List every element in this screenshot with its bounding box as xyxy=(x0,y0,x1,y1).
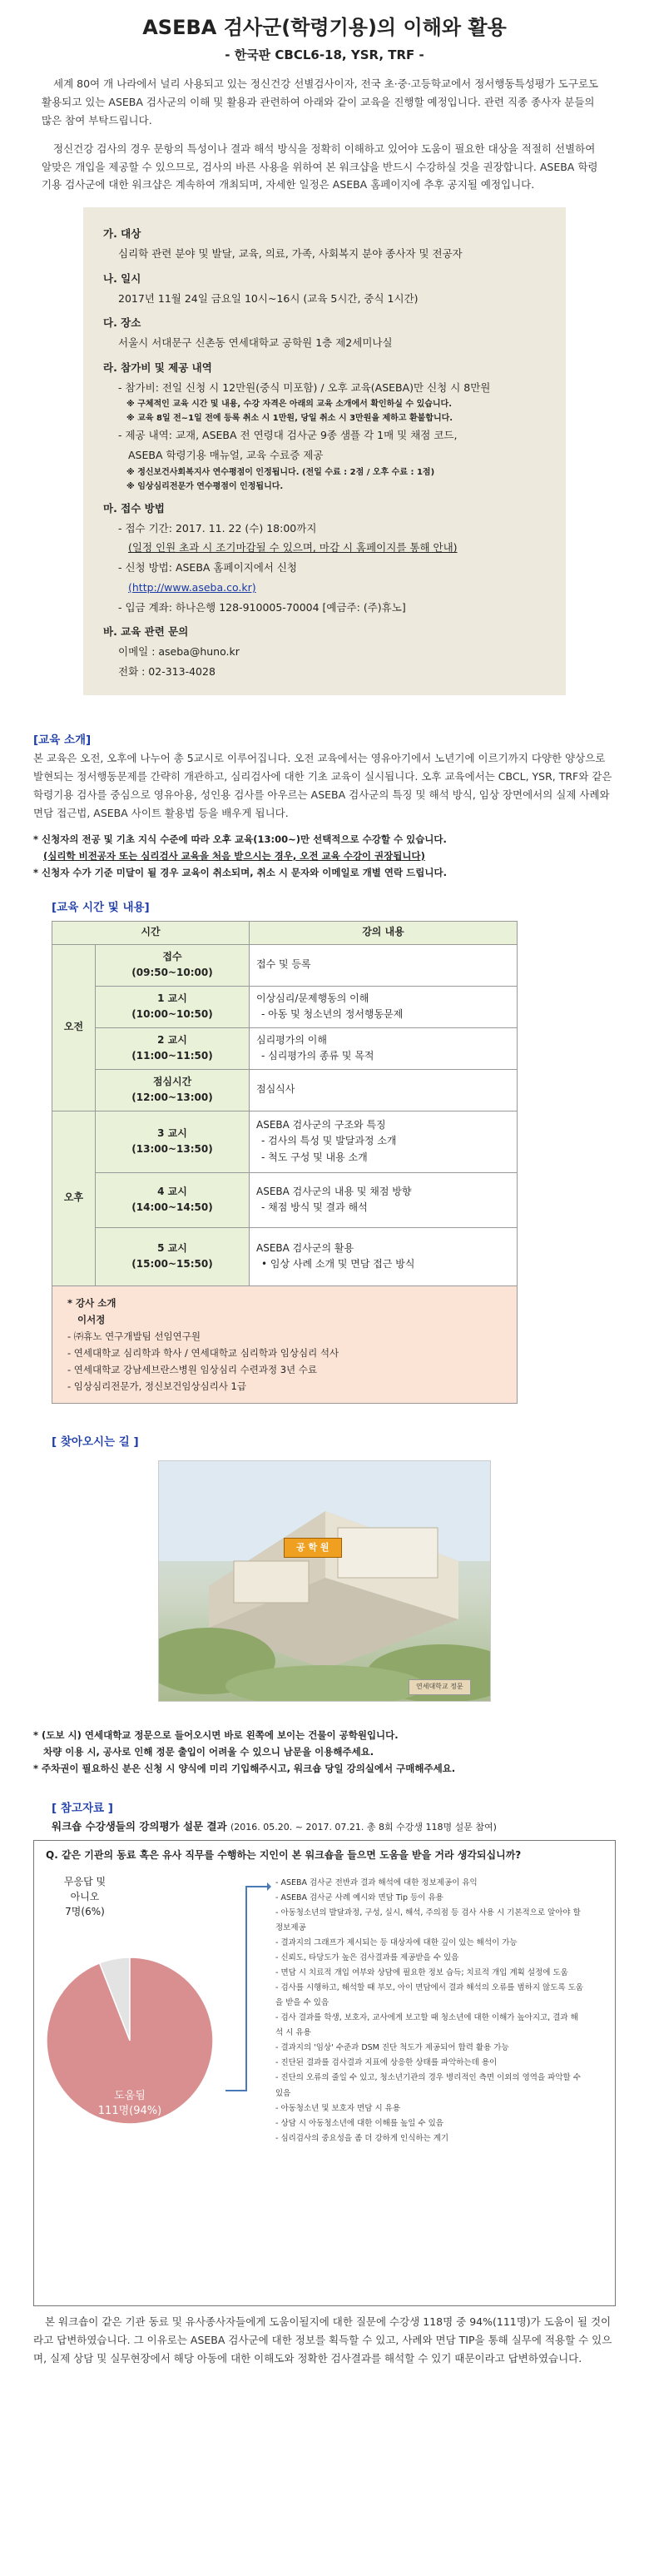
list-item: - 검사를 시행하고, 해석할 때 부모, 아이 면담에서 결과 해석의 오류를 범하지 않도록 도움을 받을 수 있음 xyxy=(275,1983,583,2008)
contact-heading: 바. 교육 관련 문의 xyxy=(103,625,189,639)
content-cell: ASEBA 검사군의 구조와 특징 - 검사의 특성 및 발달과정 소개 - 척도 구성 및 내용 소개 xyxy=(250,1111,518,1172)
session-cell: 점심시간 (12:00~13:00) xyxy=(96,1069,250,1111)
page-title: ASEBA 검사군(학령기용)의 이해와 활용 xyxy=(142,16,507,39)
list-item: - 임상심리전문가, 정신보건임상심리사 1급 xyxy=(67,1380,246,1393)
provision-text-1: - 제공 내역: 교재, ASEBA 전 연령대 검사군 9종 샘플 각 1매 및 채점 코드, xyxy=(118,429,458,442)
schedule-table xyxy=(52,921,518,1286)
directions-note-1: * (도보 시) 연세대학교 정문으로 들어오시면 바로 왼쪽에 보이는 건물이 공학원입니다. xyxy=(33,1728,399,1741)
part-morning: 오전 xyxy=(52,944,96,1111)
contact-email[interactable]: 이메일 : aseba@huno.kr xyxy=(118,645,240,658)
pie-chart xyxy=(42,1916,225,2166)
content-cell: 접수 및 등록 xyxy=(250,944,518,986)
pie-label-yes: 도움됨 xyxy=(114,2089,146,2102)
course-note-1: * 신청자의 전공 및 기초 지식 수준에 따라 오후 교육(13:00~)만 선택적으로 수강할 수 있습니다. xyxy=(33,833,447,845)
table-row xyxy=(52,1172,518,1227)
table-row xyxy=(52,1111,518,1172)
apply-period-note: (일정 인원 초과 시 조기마감될 수 있으며, 마감 시 홈페이지를 통해 안내) xyxy=(128,541,458,554)
schedule-header-time: 시간 xyxy=(52,921,250,944)
pie-label-no: 무응답 및 아니오 7명(6%) xyxy=(63,1875,107,1917)
place-heading: 다. 장소 xyxy=(103,316,141,330)
fee-heading: 라. 참가비 및 제공 내역 xyxy=(103,361,212,374)
building-sign: 공 학 원 xyxy=(284,1538,342,1558)
part-afternoon: 오후 xyxy=(52,1111,96,1286)
list-item: - ASEBA 검사군 전반과 결과 해석에 대한 정보제공이 유익 xyxy=(275,1877,478,1887)
list-item: - 결과지의 '임상' 수준과 DSM 진단 척도가 제공되어 합력 활용 가능 xyxy=(275,2043,509,2053)
table-row xyxy=(52,1027,518,1069)
intro xyxy=(33,70,616,199)
schedule-title: [교육 시간 및 내용] xyxy=(52,900,150,914)
list-item: - 신뢰도, 타당도가 높은 검사결과를 제공받을 수 있음 xyxy=(275,1953,459,1963)
table-row xyxy=(52,944,518,986)
session-cell: 3 교시 (13:00~13:50) xyxy=(96,1111,250,1172)
intro-paragraph-1: 세계 80여 개 나라에서 널리 사용되고 있는 정신건강 선별검사이자, 전국 초·중·고등학교에서 정서행동특성평가 도구로도 활용되고 있는 ASEBA 검사군의 이해 및 활용과 관련하여 아래와 같이 교육을 진행할 예정입니다. 관련 직종 종사자 분들의 많은 참여 부탁드립니다. xyxy=(42,77,599,127)
survey-title: 워크숍 수강생들의 강의평가 설문 결과 xyxy=(52,1819,227,1833)
list-item: - 아동청소년의 발달과정, 구성, 실시, 해석, 주의점 등 검사 사용 시 기본적으로 알아야 할정보제공 xyxy=(275,1907,581,1933)
content-cell: 점심식사 xyxy=(250,1069,518,1111)
content-cell: 심리평가의 이해 - 심리평가의 종류 및 목적 xyxy=(250,1027,518,1069)
content-cell: ASEBA 검사군의 활용 • 임상 사례 소개 및 면담 접근 방식 xyxy=(250,1227,518,1286)
provision-note-2: ※ 임상심리전문가 연수평점이 인정됩니다. xyxy=(126,481,284,491)
fee-note-2: ※ 교육 8일 전~1일 전에 등록 취소 시 1만원, 당일 취소 시 3만원을 제하고 환불합니다. xyxy=(126,414,453,424)
table-row xyxy=(52,986,518,1027)
list-item: - 진단의 오류의 줄일 수 있고, 청소년기관의 경우 병리적인 측면 이외의 영역을 파악할 수 있음 xyxy=(275,2073,581,2098)
list-item: - 연세대학교 강남세브란스병원 임상심리 수련과정 3년 수료 xyxy=(67,1364,318,1376)
list-item: - 면담 시 치료적 개입 여부와 상담에 필요한 정보 습득; 치료적 개입 계획 설정에 도움 xyxy=(275,1968,568,1978)
directions-note-1b: 차량 이용 시, 공사로 인해 정문 출입이 어려울 수 있으니 남문을 이용해주세요. xyxy=(43,1746,374,1758)
campus-map-image xyxy=(158,1460,491,1702)
survey-summary: 본 워크숍이 같은 기관 동료 및 유사종사자들에게 도움이될지에 대한 질문에 수강생 118명 중 94%(111명)가 도움이 될 것이라고 답변하였습니다. 그 이유로는 ASEBA 검사군에 대한 정보를 획득할 수 있고, 사례와 면담 TIP을 통해 실무에 적용할 수 있으며, 실제 상담 및 실무현장에서 해당 아동에 대한 이해도와 정확한 검사결과를 해석할 수 있기 때문이라고 답변하였습니다. xyxy=(33,2315,612,2365)
list-item: - 검사 결과를 학생, 보호자, 교사에게 보고할 때 청소년에 대한 이해가 높아지고, 결과 해석 시 유용 xyxy=(275,2013,578,2038)
references-title: [ 참고자료 ] xyxy=(52,1802,113,1816)
lecturer-box xyxy=(52,1286,518,1405)
content-cell: ASEBA 검사군의 내용 및 채점 방향 - 채점 방식 및 결과 해석 xyxy=(250,1172,518,1227)
course-title: [교육 소개] xyxy=(33,733,92,747)
provision-note-1: ※ 정신보건사회복지사 연수평점이 인정됩니다. (전일 수료 : 2점 / 오후 수료 : 1점) xyxy=(126,467,435,477)
session-cell: 4 교시 (14:00~14:50) xyxy=(96,1172,250,1227)
survey-panel xyxy=(33,1840,616,2306)
list-item: - 진단된 결과를 검사결과 지표에 상응한 상태를 파악하는데 용이 xyxy=(275,2058,498,2068)
course-note-2: * 신청자 수가 기준 미달이 될 경우 교육이 취소되며, 취소 시 문자와 이메일로 개별 연락 드립니다. xyxy=(33,866,447,878)
pie-value-yes: 111명(94%) xyxy=(97,2104,162,2117)
list-item: - ASEBA 검사군 사례 예시와 면담 Tip 등이 유용 xyxy=(275,1892,443,1902)
course-note-1b: (심리학 비전공자 또는 심리검사 교육을 처음 받으시는 경우, 오전 교육 수강이 권장됩니다) xyxy=(43,849,425,862)
target-text: 심리학 관련 분야 및 발달, 교육, 의료, 가족, 사회복지 분야 종사자 및 전공자 xyxy=(118,247,463,260)
session-cell: 5 교시 (15:00~15:50) xyxy=(96,1227,250,1286)
survey-caption xyxy=(33,1818,616,1835)
list-item: - 심리검사의 중요성을 좀 더 강하게 인식하는 계기 xyxy=(275,2133,449,2143)
target-heading: 가. 대상 xyxy=(103,227,141,241)
schedule-header-content: 강의 내용 xyxy=(250,921,518,944)
session-cell: 2 교시 (11:00~11:50) xyxy=(96,1027,250,1069)
lecturer-heading: * 강사 소개 xyxy=(67,1296,116,1309)
session-cell: 1 교시 (10:00~10:50) xyxy=(96,986,250,1027)
list-item: - ㈜휴노 연구개발팀 선임연구원 xyxy=(67,1330,201,1342)
content-cell: 이상심리/문제행동의 이해 - 아동 및 청소년의 정서행동문제 xyxy=(250,986,518,1027)
fee-text: - 참가비: 전일 신청 시 12만원(중식 미포함) / 오후 교육(ASEBA)만 신청 시 8만원 xyxy=(118,380,491,394)
apply-url-link[interactable]: (http://www.aseba.co.kr) xyxy=(128,580,256,594)
bracket-arrow xyxy=(221,1874,271,2207)
table-row xyxy=(52,1227,518,1286)
reason-list xyxy=(275,1876,583,2146)
apply-account: - 입금 계좌: 하나은행 128-910005-70004 [예금주: (주)휴노] xyxy=(118,600,406,614)
intro-paragraph-2: 정신건강 검사의 경우 문항의 특성이나 결과 해석 방식을 정확히 이해하고 있어야 도움이 필요한 대상을 적절히 선별하여 알맞은 개입을 제공할 수 있으므로, 검사의 바른 사용을 위하여 본 워크샵을 반드시 수강하실 것을 권장합니다. ASEBA 학령기용 검사군에 대한 워크샵은 계속하여 개최되며, 자세한 일정은 ASEBA 홈페이지에 추후 공지될 예정입니다. xyxy=(42,142,598,191)
apply-method: - 신청 방법: ASEBA 홈페이지에서 신청 xyxy=(118,561,297,574)
main-gate-label: 연세대학교 정문 xyxy=(409,1679,471,1695)
directions-title: [ 찾아오시는 길 ] xyxy=(52,1435,139,1450)
provision-text-2: ASEBA 학령기용 매뉴얼, 교육 수료증 제공 xyxy=(128,449,324,461)
list-item: - 결과지의 그래프가 제시되는 등 대상자에 대한 깊이 있는 해석이 가능 xyxy=(275,1938,518,1948)
fee-note-1: ※ 구체적인 교육 시간 및 내용, 수강 자격은 아래의 교육 소개에서 확인하실 수 있습니다. xyxy=(126,400,453,410)
table-row xyxy=(52,1069,518,1111)
date-text: 2017년 11월 24일 금요일 10시~16시 (교육 5시간, 중식 1시간) xyxy=(118,291,419,305)
list-item: - 연세대학교 심리학과 학사 / 연세대학교 심리학과 임상심리 석사 xyxy=(67,1346,339,1359)
info-box xyxy=(83,207,566,694)
survey-meta: (2016. 05.20. ~ 2017. 07.21. 총 8회 수강생 118명 설문 참여) xyxy=(230,1821,497,1833)
survey-question: Q. 같은 기관의 동료 혹은 유사 직무를 수행하는 지인이 본 워크숍을 들으면 도움을 받을 거라 생각되십니까? xyxy=(46,1848,522,1861)
list-item: - 아동청소년 및 보호자 면담 시 유용 xyxy=(275,2103,401,2113)
list-item: - 상담 시 아동청소년에 대한 이해를 높일 수 있음 xyxy=(275,2118,443,2128)
session-cell: 접수 (09:50~10:00) xyxy=(96,944,250,986)
page-subtitle: - 한국판 CBCL6-18, YSR, TRF - xyxy=(225,47,424,62)
contact-phone: 전화 : 02-313-4028 xyxy=(118,664,216,678)
apply-period: - 접수 기간: 2017. 11. 22 (수) 18:00까지 xyxy=(118,521,317,535)
campus-illustration xyxy=(159,1461,490,1701)
directions-note-2: * 주차권이 필요하신 분은 신청 시 양식에 미리 기입해주시고, 워크숍 당일 강의실에서 구매해주세요. xyxy=(33,1763,456,1775)
date-heading: 나. 일시 xyxy=(103,271,141,285)
place-text: 서울시 서대문구 신촌동 연세대학교 공학원 1층 제2세미나실 xyxy=(118,336,393,349)
course-text: 본 교육은 오전, 오후에 나누어 총 5교시로 이루어집니다. 오전 교육에서는 영유아기에서 노년기에 이르기까지 다양한 양상으로 발현되는 정서행동문제를 간략히 개관하고, 심리검사에 대한 기초 교육이 실시됩니다. 오후 교육에서는 CBCL, YSR, TRF와 같은 학령기용 검사를 중심으로 영유아용, 성인용 검사를 아우르는 ASEBA 검사군의 특징 및 해석 방식, 임상 장면에서의 실제 사례와 면담 접근법, ASEBA 사이트 활용법 등을 배우게 됩니다. xyxy=(33,752,612,819)
apply-heading: 마. 접수 방법 xyxy=(103,501,165,515)
lecturer-name: 이서정 xyxy=(77,1313,106,1325)
